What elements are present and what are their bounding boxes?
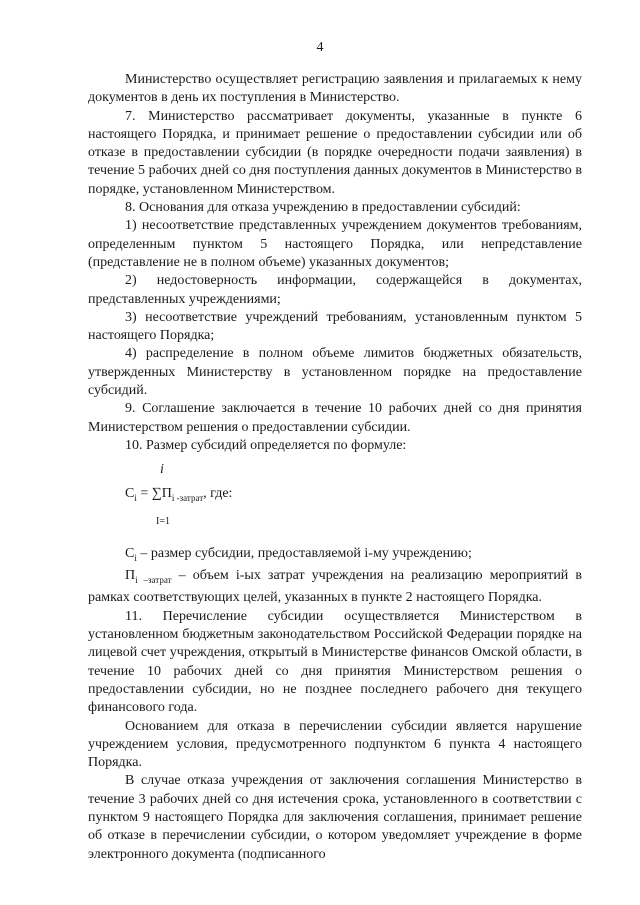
definition-pi [88,567,582,607]
formula-lhs: C [125,486,135,502]
document-body [88,71,582,864]
formula-lower-limit: I=1 [156,516,170,528]
formula-upper-limit: i [160,462,164,478]
formula-sum: = ∑П [136,486,172,502]
paragraph-item-7: 7. Министерство рассматривает документы, указанные в пункте 6 настоящего Порядка, и принимает решение о предоставлении субсидии или об отказе в предоставлении субсидии (в порядке очередности подачи заявления) в течение 5 рабочих дней со дня поступления данных документов в Министерство в порядке, установленном Министерством. [88,108,582,197]
definition-ci-text: – размер субсидии, предоставляемой i-му учреждению; [136,546,472,562]
paragraph-refusal-case: В случае отказа учреждения от заключения соглашения Министерство в течение 3 рабочих дней со дня истечения срока, установленного в соответствии с пунктом 9 настоящего Порядка для заключения соглашения, принимает решение об отказе в перечислении субсидии, о котором уведомляет учреждение в форме электронного документа (подписанного [88,773,582,862]
formula-rhs-subscript: i -затрат [171,493,204,504]
definition-pi-symbol: П [125,568,136,584]
paragraph-item-8-4: 4) распределение в полном объеме лимитов бюджетных обязательств, утвержденных Министерству в установленном порядке на предоставление субсидий. [88,346,582,399]
paragraph-item-11: 11. Перечисление субсидии осуществляется Министерством в установленном бюджетным законодательством Российской Федерации порядке на лицевой счет учреждения, открытый в Министерстве финансов Омской области, в течение 10 рабочих дней со дня принятия Министерством решения о предоставлении субсидии, но не позднее последнего рабочего дня текущего финансового года. [88,608,582,716]
paragraph-item-8: 8. Основания для отказа учреждению в предоставлении субсидий: [125,200,521,216]
page-number: 4 [316,40,324,55]
paragraph-item-8-1: 1) несоответствие представленных учреждением документов требованиям, определенным пунктом 5 настоящего Порядка, или непредставление (представление не в полном объеме) указанных документов; [88,218,582,270]
paragraph-item-10: 10. Размер субсидий определяется по формуле: [125,437,407,453]
definition-pi-subscript: i –затрат [135,575,172,586]
formula-lhs-subscript: i [134,493,137,504]
paragraph-refusal-basis: Основанием для отказа в перечислении субсидии является нарушение учреждением условия, предусмотренного подпунктом 6 пункта 4 настоящего Порядка. [88,718,582,771]
subsidy-formula [88,461,582,533]
paragraph-item-8-2: 2) недостоверность информации, содержащейся в документах, представленных учреждениями; [88,273,582,307]
paragraph-registration: Министерство осуществляет регистрацию заявления и прилагаемых к нему документов в день их поступления в Министерство. [88,72,582,106]
formula-expression [125,485,232,507]
definition-ci-subscript: i [134,553,137,564]
definition-pi-text: – объем i-ых затрат учреждения на реализацию мероприятий в рамках соответствующих целей, указанных в пункте 2 настоящего Порядка. [88,568,582,606]
paragraph-item-9: 9. Соглашение заключается в течение 10 рабочих дней со дня принятия Министерством решения о предоставлении субсидии. [88,401,582,435]
formula-tail: , где: [203,486,233,502]
definition-ci-symbol: C [125,546,135,562]
definition-ci [88,545,582,567]
paragraph-item-8-3: 3) несоответствие учреждений требованиям, установленным пунктом 5 настоящего Порядка; [88,309,582,344]
